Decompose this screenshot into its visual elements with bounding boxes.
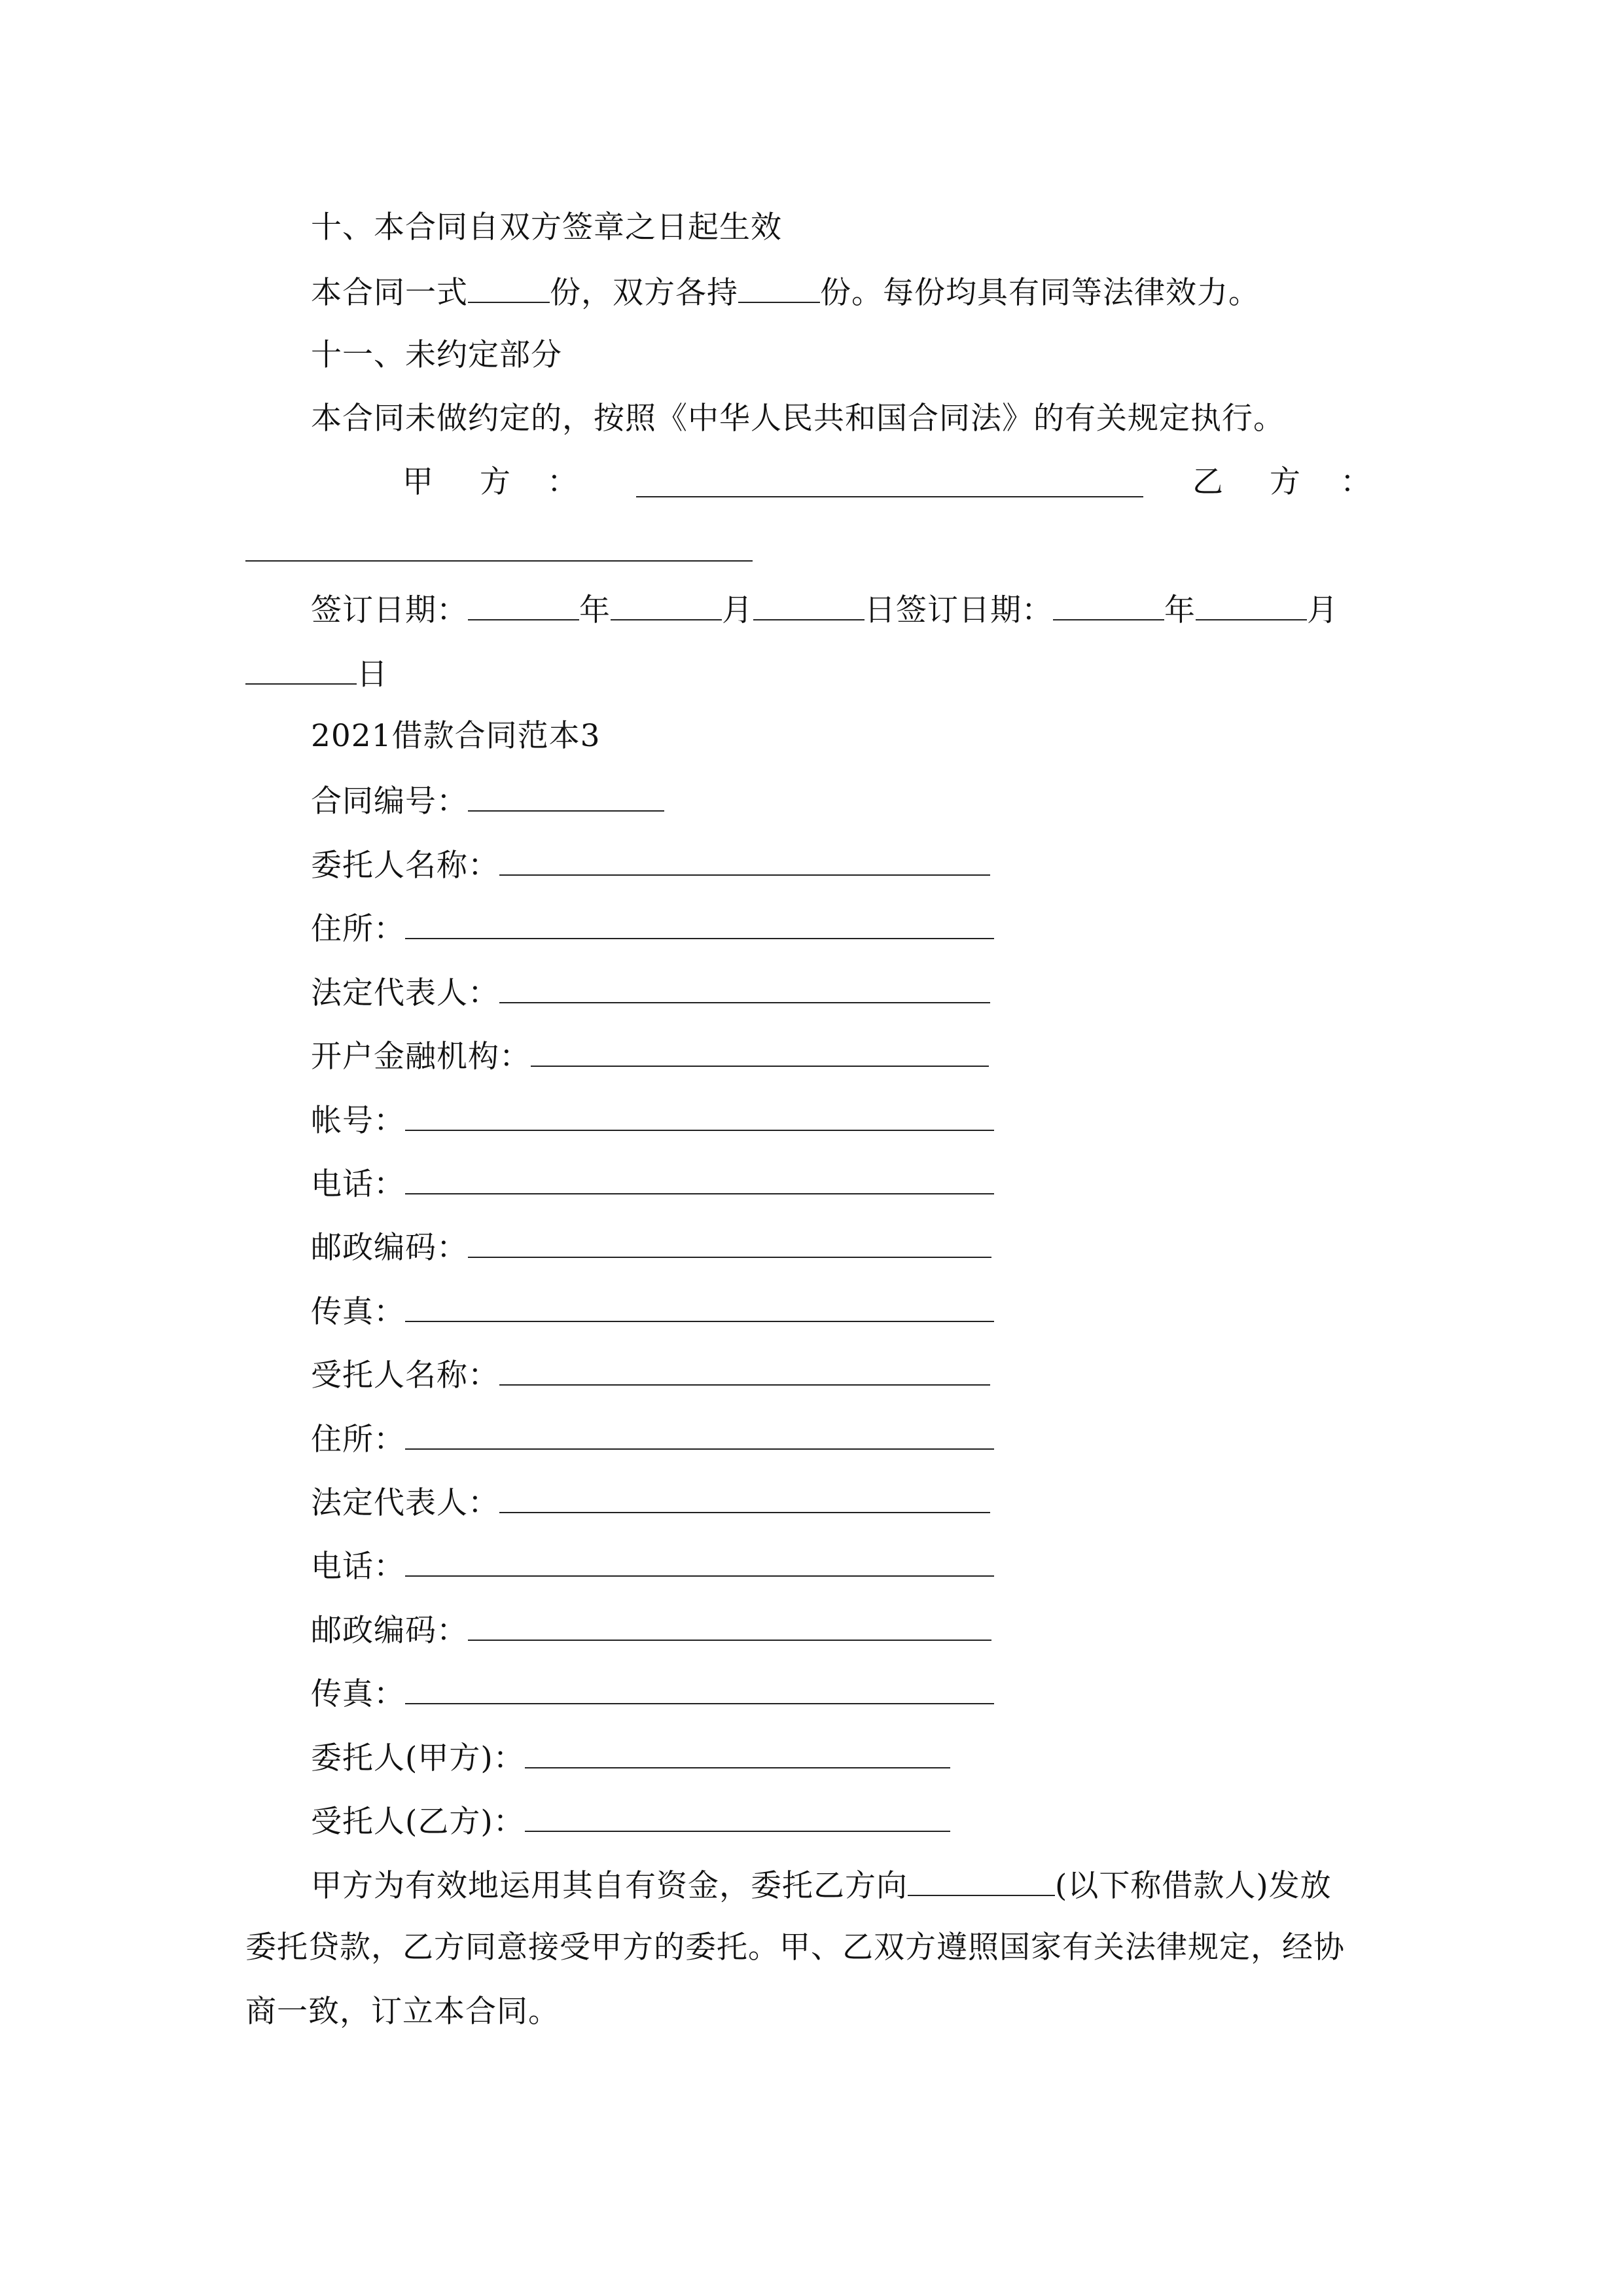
body-paragraph-line-1: 甲方为有效地运用其自有资金，委托乙方向 (以下称借款人)发放 <box>311 1865 1332 1904</box>
sign-day-blank[interactable] <box>753 589 865 620</box>
trustee-name-blank[interactable] <box>499 1354 990 1386</box>
fax-2-field: 传真： <box>311 1673 994 1712</box>
body-paragraph-line-2: 委托贷款，乙方同意接受甲方的委托。甲、乙双方遵照国家有关法律规定，经协 <box>245 1929 1345 1965</box>
contract-number-field: 合同编号： <box>311 780 664 819</box>
phone-1-field: 电话： <box>311 1163 994 1202</box>
legal-rep-2-blank[interactable] <box>499 1482 990 1513</box>
postcode-1-field: 邮政编码： <box>311 1227 991 1266</box>
legal-rep-1-blank[interactable] <box>499 972 990 1003</box>
sign-year-blank[interactable] <box>468 589 579 620</box>
entrust-name-blank[interactable] <box>499 844 990 876</box>
bank-field: 开户金融机构： <box>311 1035 989 1075</box>
clause-11-heading: 十一、未约定部分 <box>311 337 562 373</box>
fax-2-blank[interactable] <box>405 1673 994 1704</box>
party-a-signature-line[interactable] <box>636 496 1143 497</box>
unagreed-clause: 本合同未做约定的，按照《中华人民共和国合同法》的有关规定执行。 <box>311 401 1285 437</box>
address-2-blank[interactable] <box>405 1418 994 1450</box>
trustee-party-b-field: 受托人(乙方)： <box>311 1801 950 1840</box>
postcode-2-blank[interactable] <box>468 1609 991 1641</box>
party-b-signature-line[interactable] <box>245 560 753 562</box>
address-1-blank[interactable] <box>405 908 994 939</box>
trustee-name-field: 受托人名称： <box>311 1354 990 1393</box>
phone-1-blank[interactable] <box>405 1163 994 1194</box>
postcode-1-blank[interactable] <box>468 1227 991 1258</box>
legal-rep-2-field: 法定代表人： <box>311 1482 990 1521</box>
signing-day2: 日 <box>245 653 388 692</box>
bank-blank[interactable] <box>531 1035 989 1067</box>
phone-2-field: 电话： <box>311 1545 994 1585</box>
sign-month-blank[interactable] <box>611 589 722 620</box>
body-paragraph-line-3: 商一致，订立本合同。 <box>245 1994 560 2030</box>
postcode-2-field: 邮政编码： <box>311 1609 991 1649</box>
account-field: 帐号： <box>311 1100 994 1139</box>
copies-clause: 本合同一式 份，双方各持 份。每份均具有同等法律效力。 <box>311 272 1260 311</box>
fax-1-blank[interactable] <box>405 1291 994 1322</box>
entrust-name-field: 委托人名称： <box>311 844 990 884</box>
sign-year2-blank[interactable] <box>1053 589 1164 620</box>
contract-number-blank[interactable] <box>468 780 664 812</box>
legal-rep-1-field: 法定代表人： <box>311 972 990 1011</box>
signing-dates: 签订日期： 年 月 日签订日期： 年 月 <box>311 589 1338 628</box>
entrust-party-a-field: 委托人(甲方)： <box>311 1737 950 1776</box>
section-title: 2021借款合同范本3 <box>311 718 601 754</box>
sign-day2-blank[interactable] <box>245 653 357 685</box>
clause-10-heading: 十、本合同自双方签章之日起生效 <box>311 209 782 245</box>
account-blank[interactable] <box>405 1100 994 1131</box>
address-1-field: 住所： <box>311 908 994 947</box>
fax-1-field: 传真： <box>311 1291 994 1330</box>
sign-month2-blank[interactable] <box>1196 589 1307 620</box>
copies-total-blank[interactable] <box>468 272 550 303</box>
party-b-label: 乙 方 ： <box>1192 464 1372 500</box>
trustee-party-b-blank[interactable] <box>525 1801 950 1832</box>
borrower-blank[interactable] <box>908 1865 1055 1896</box>
copies-each-blank[interactable] <box>738 272 820 303</box>
party-a-label: 甲 方 ： <box>402 464 579 500</box>
phone-2-blank[interactable] <box>405 1545 994 1577</box>
entrust-party-a-blank[interactable] <box>525 1737 950 1768</box>
address-2-field: 住所： <box>311 1418 994 1458</box>
